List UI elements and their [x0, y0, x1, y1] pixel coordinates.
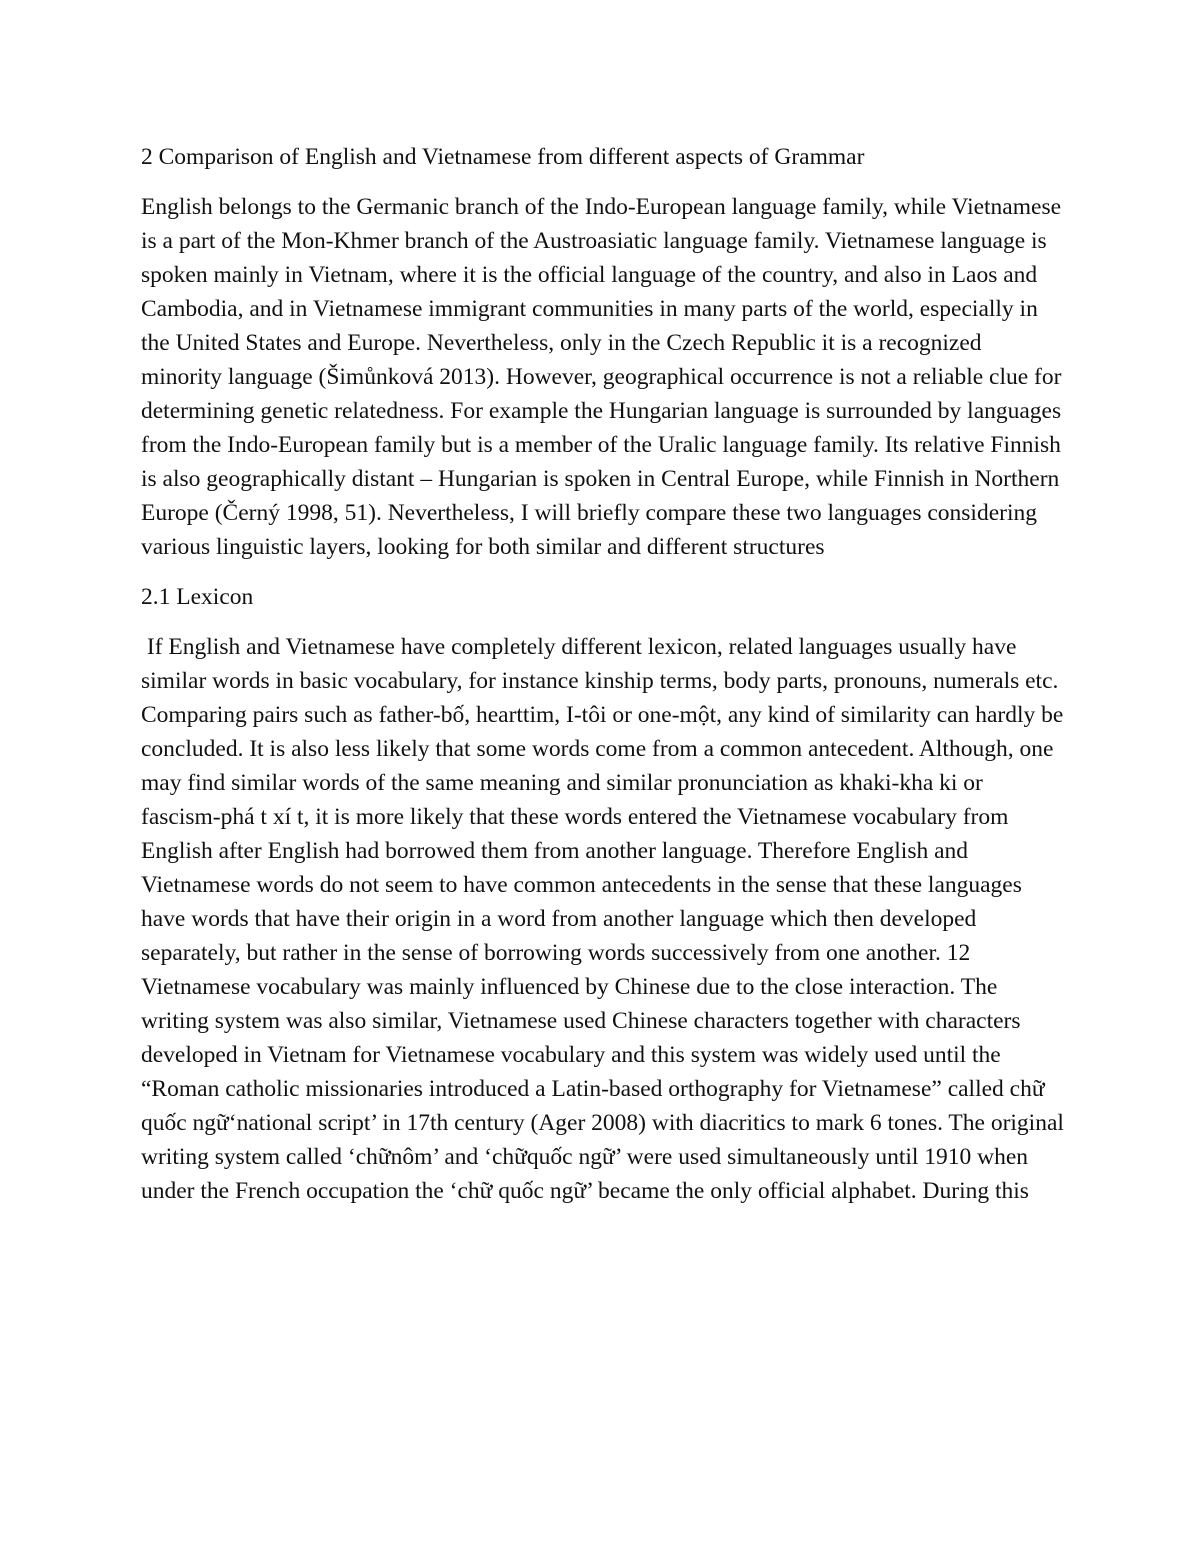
paragraph-lexicon: If English and Vietnamese have completely different lexicon, related languages usually have similar words in basic vocabulary, for instance kinship terms, body parts, pronouns, numerals etc. Comparing pairs such as father-bố, hearttim, I-tôi or one-một, any kind of similarity can hardly be concluded. It is also less likely that some words come from a common antecedent. Although, one may find similar words of the same meaning and similar pronunciation as khaki-kha ki or fascism-phá t xí t, it is more likely that these words entered the Vietnamese vocabulary from English after English had borrowed them from another language. Therefore English and Vietnamese words do not seem to have common antecedents in the sense that these languages have words that have their origin in a word from another language which then developed separately, but rather in the sense of borrowing words successively from one another. 12 Vietnamese vocabulary was mainly influenced by Chinese due to the close interaction. The writing system was also similar, Vietnamese used Chinese characters together with characters developed in Vietnam for Vietnamese vocabulary and this system was widely used until the “Roman catholic missionaries introduced a Latin-based orthography for Vietnamese” called chữ quốc ngữ‘national script’ in 17th century (Ager 2008) with diacritics to mark 6 tones. The original writing system called ‘chữnôm’ and ‘chữquốc ngữ’ were used simultaneously until 1910 when under the French occupation the ‘chữ quốc ngữ’ became the only official alphabet. During this	[141, 634, 1070, 1204]
paragraph-language-families: English belongs to the Germanic branch of the Indo-European language family, while Vietnamese is a part of the Mon-Khmer branch of the Austroasiatic language family. Vietnamese language is spoken mainly in Vietnam, where it is the official language of the country, and also in Laos and Cambodia, and in Vietnamese immigrant communities in many parts of the world, especially in the United States and Europe. Nevertheless, only in the Czech Republic it is a recognized minority language (Šimůnková 2013). However, geographical occurrence is not a reliable clue for determining genetic relatedness. For example the Hungarian language is surrounded by languages from the Indo-European family but is a member of the Uralic language family. Its relative Finnish is also geographically distant – Hungarian is spoken in Central Europe, while Finnish in Northern Europe (Černý 1998, 51). Nevertheless, I will briefly compare these two languages considering various linguistic layers, looking for both similar and different structures	[141, 194, 1062, 560]
section-heading: 2 Comparison of English and Vietnamese from different aspects of Grammar	[141, 144, 865, 170]
subsection-heading-lexicon: 2.1 Lexicon	[141, 584, 254, 610]
document-body	[141, 140, 1070, 1224]
